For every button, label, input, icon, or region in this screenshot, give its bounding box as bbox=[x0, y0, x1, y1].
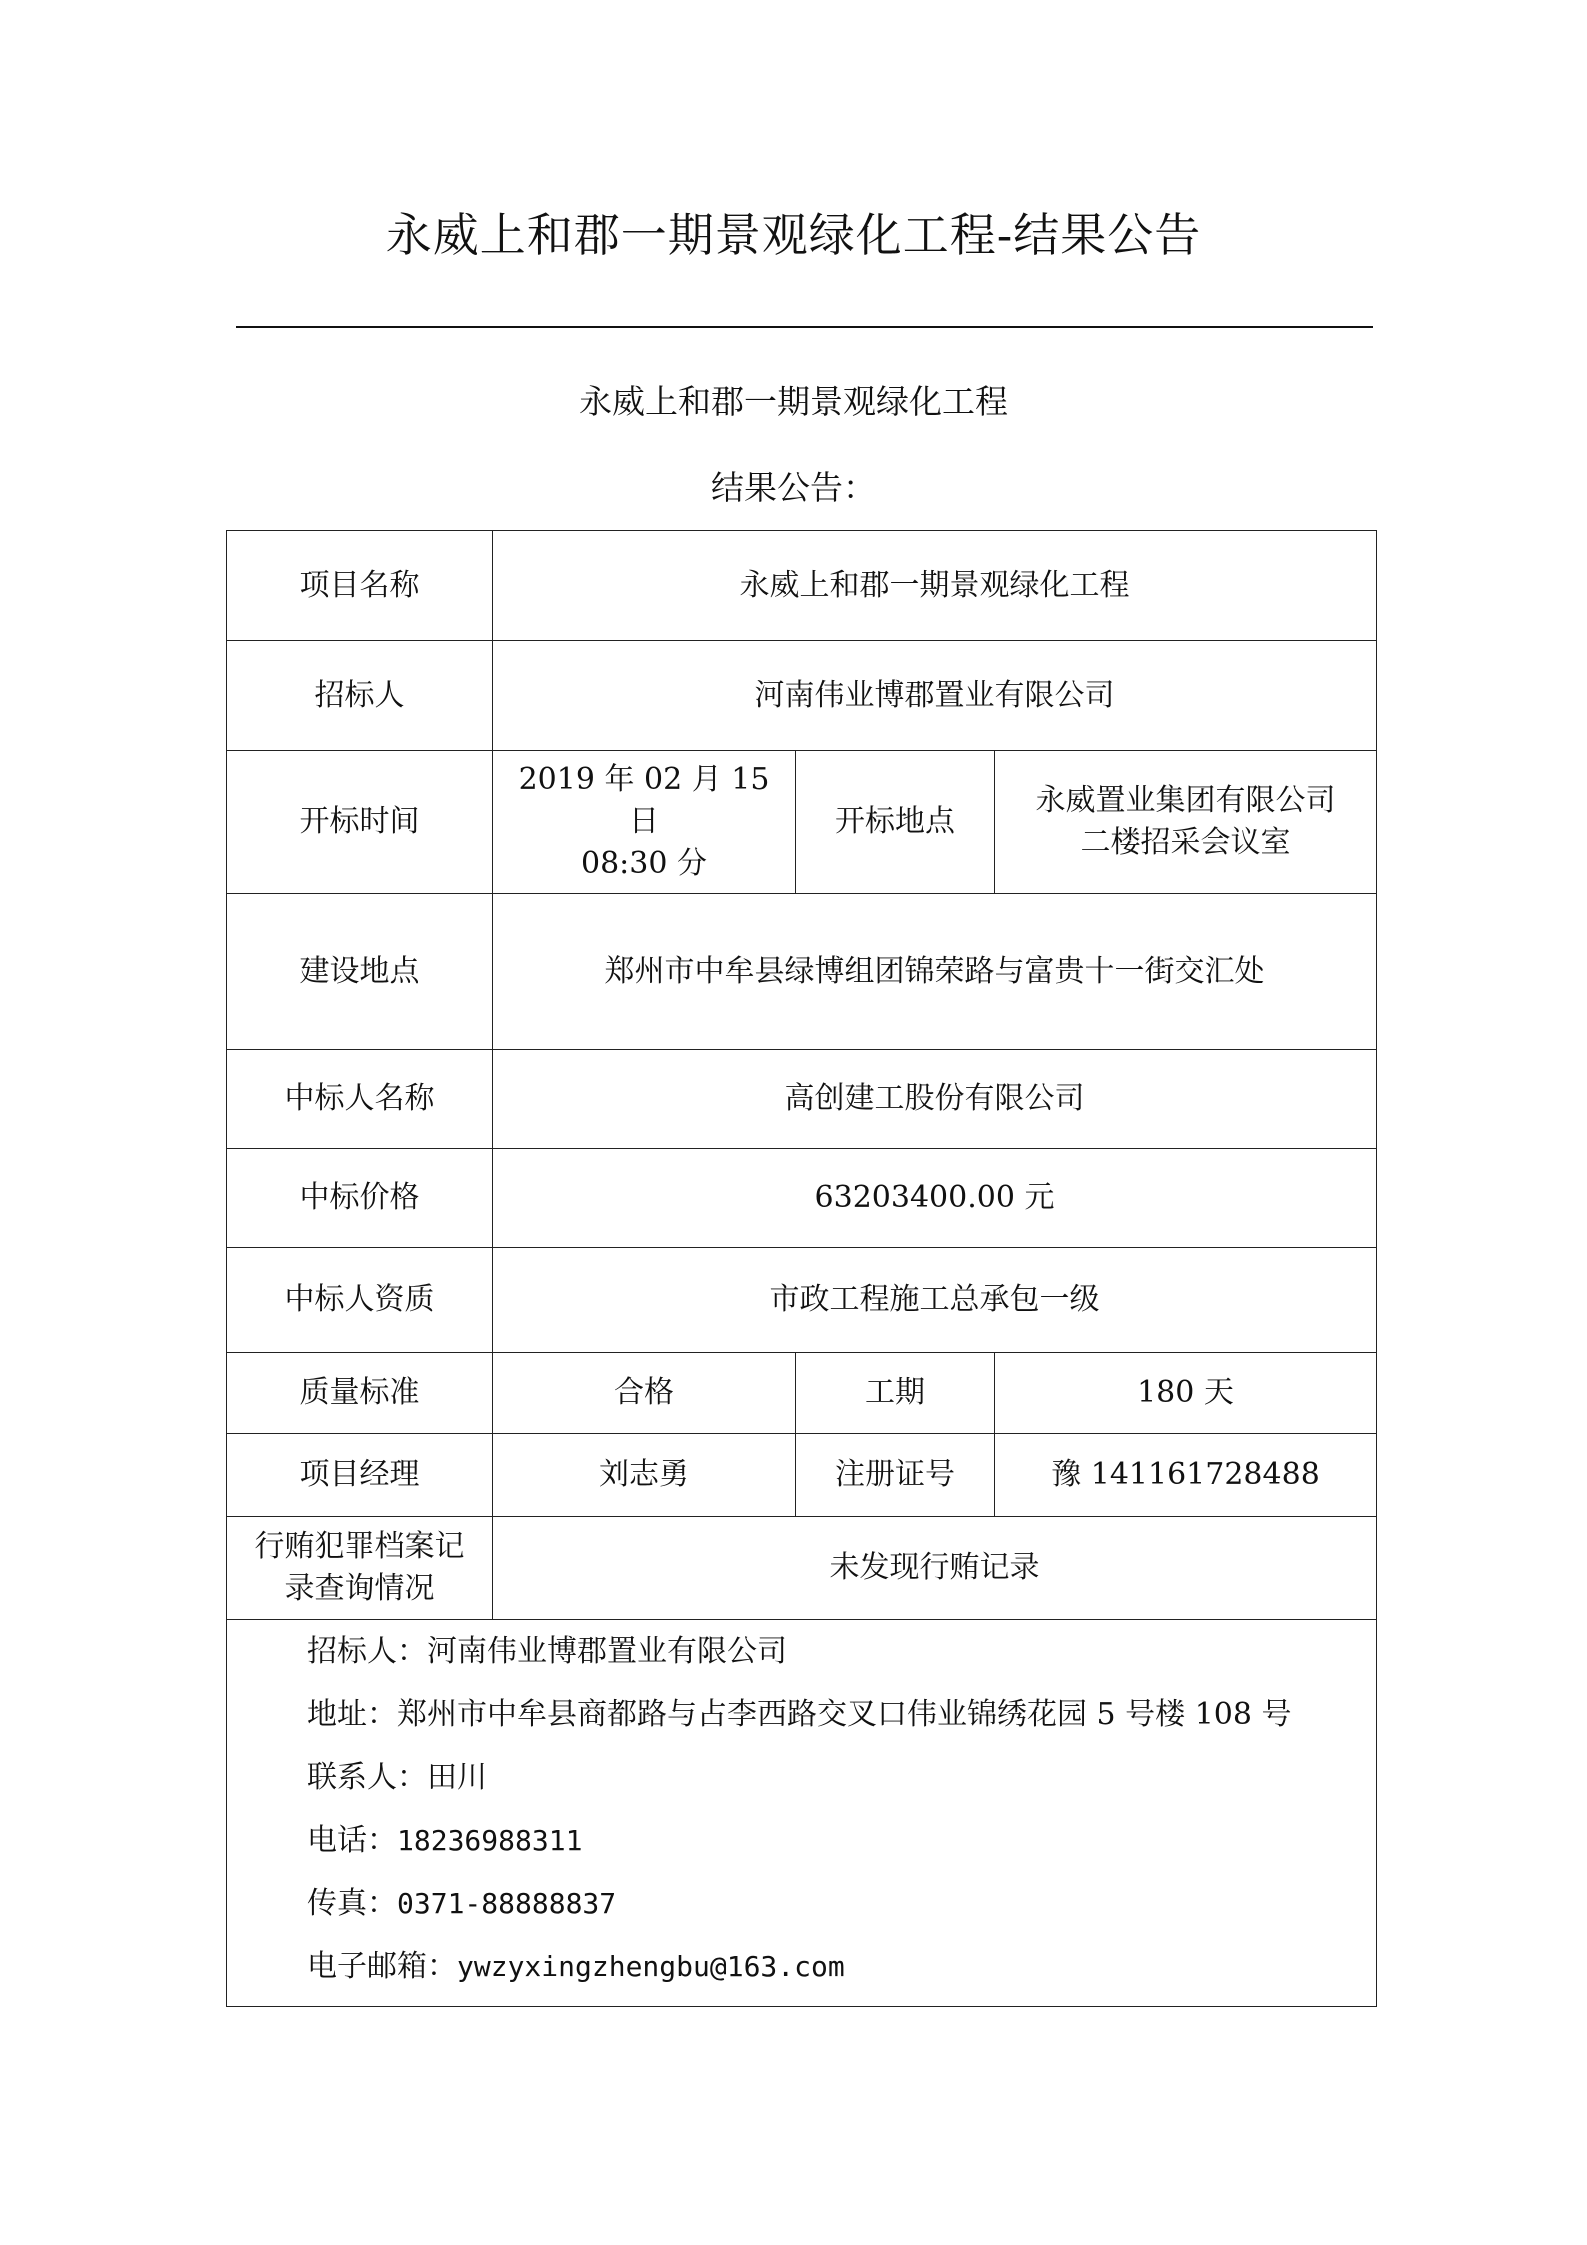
title-divider bbox=[236, 326, 1373, 328]
table-row bbox=[227, 1353, 1377, 1434]
table-row bbox=[227, 1620, 1377, 2007]
table-row bbox=[227, 1050, 1377, 1149]
table-row bbox=[227, 751, 1377, 894]
contact-phone bbox=[307, 1817, 1376, 1880]
email-address: ywzyxingzhengbu@163.com bbox=[457, 1950, 845, 1983]
duration-value: 180 天 bbox=[995, 1353, 1377, 1434]
opening-place-label: 开标地点 bbox=[796, 751, 995, 894]
project-heading: 永威上和郡一期景观绿化工程 bbox=[579, 382, 1008, 421]
opening-place-line2: 二楼招采会议室 bbox=[1080, 825, 1291, 860]
opening-place-line1: 永威置业集团有限公司 bbox=[1035, 783, 1336, 818]
email-label: 电子邮箱： bbox=[307, 1949, 457, 1984]
bribery-record-value: 未发现行贿记录 bbox=[493, 1517, 1377, 1620]
table-row bbox=[227, 894, 1377, 1050]
contact-address: 地址：郑州市中牟县商都路与占李西路交叉口伟业锦绣花园 5 号楼 108 号 bbox=[307, 1697, 1292, 1732]
table-row bbox=[227, 1149, 1377, 1248]
winner-name-label: 中标人名称 bbox=[227, 1050, 493, 1149]
project-name-label: 项目名称 bbox=[227, 531, 493, 641]
contact-fax bbox=[307, 1880, 1376, 1943]
bribery-record-label bbox=[227, 1517, 493, 1620]
opening-hour: 08:30 分 bbox=[581, 846, 707, 881]
project-name-value: 永威上和郡一期景观绿化工程 bbox=[493, 531, 1377, 641]
winner-name-value: 高创建工股份有限公司 bbox=[493, 1050, 1377, 1149]
registration-number-label: 注册证号 bbox=[796, 1434, 995, 1517]
opening-date: 2019 年 02 月 15 日 bbox=[518, 762, 770, 839]
tenderer-value: 河南伟业博郡置业有限公司 bbox=[493, 641, 1377, 751]
contact-tenderer: 招标人：河南伟业博郡置业有限公司 bbox=[307, 1634, 787, 1669]
winning-price-label: 中标价格 bbox=[227, 1149, 493, 1248]
quality-standard-label: 质量标准 bbox=[227, 1353, 493, 1434]
table-row bbox=[227, 531, 1377, 641]
winner-qualification-value: 市政工程施工总承包一级 bbox=[493, 1248, 1377, 1353]
opening-time-label: 开标时间 bbox=[227, 751, 493, 894]
construction-site-value: 郑州市中牟县绿博组团锦荣路与富贵十一街交汇处 bbox=[493, 894, 1377, 1050]
contact-person: 联系人：田川 bbox=[307, 1760, 487, 1795]
project-manager-label: 项目经理 bbox=[227, 1434, 493, 1517]
table-row bbox=[227, 1517, 1377, 1620]
winner-qualification-label: 中标人资质 bbox=[227, 1248, 493, 1353]
fax-label: 传真： bbox=[307, 1886, 397, 1921]
announcement-label: 结果公告： bbox=[711, 468, 876, 507]
construction-site-label: 建设地点 bbox=[227, 894, 493, 1050]
tenderer-label: 招标人 bbox=[227, 641, 493, 751]
bribery-label-line2: 录查询情况 bbox=[284, 1571, 435, 1606]
project-manager-value: 刘志勇 bbox=[493, 1434, 796, 1517]
fax-number: 0371-88888837 bbox=[397, 1887, 617, 1920]
registration-number-value: 豫 141161728488 bbox=[995, 1434, 1377, 1517]
phone-label: 电话： bbox=[307, 1823, 397, 1858]
table-row bbox=[227, 1434, 1377, 1517]
contact-email bbox=[307, 1943, 1376, 2006]
quality-standard-value: 合格 bbox=[493, 1353, 796, 1434]
table-row bbox=[227, 641, 1377, 751]
phone-number: 18236988311 bbox=[397, 1824, 583, 1857]
result-table bbox=[226, 530, 1377, 2007]
duration-label: 工期 bbox=[796, 1353, 995, 1434]
contact-info bbox=[227, 1620, 1377, 2007]
opening-time-value bbox=[493, 751, 796, 894]
bribery-label-line1: 行贿犯罪档案记 bbox=[254, 1529, 465, 1564]
table-row bbox=[227, 1248, 1377, 1353]
document-title: 永威上和郡一期景观绿化工程-结果公告 bbox=[385, 208, 1202, 262]
winning-price-value: 63203400.00 元 bbox=[493, 1149, 1377, 1248]
opening-place-value bbox=[995, 751, 1377, 894]
